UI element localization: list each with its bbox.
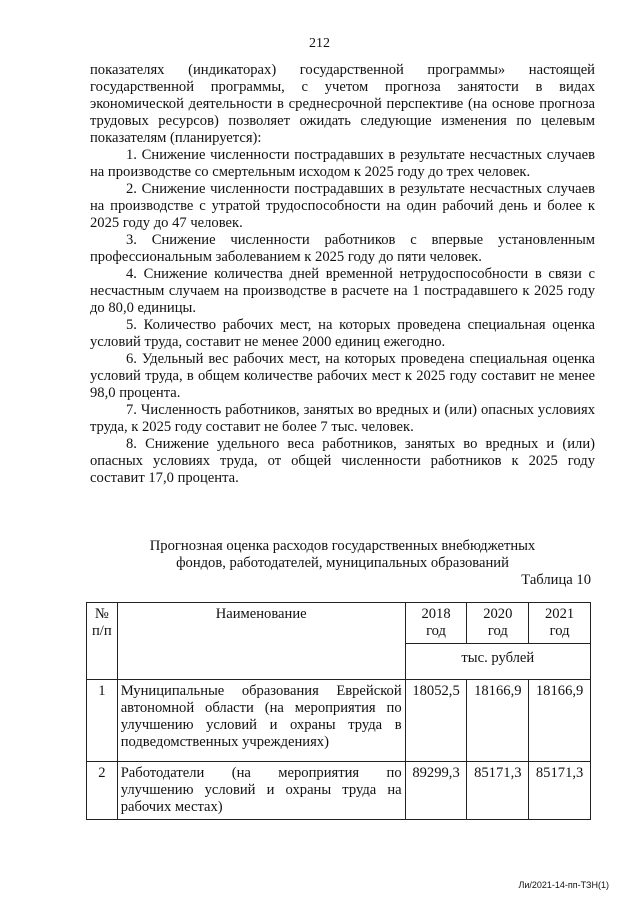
header-year-value: 2021 [545,606,575,622]
list-item: 2. Снижение численности пострадавших в результате несчастных случаев на производстве с утратой трудоспособности на один рабочий день и более к 2025 году до 47 человек. [90,181,595,231]
table-row [87,680,591,762]
row-value-2021: 85171,3 [529,762,591,820]
row-name: Муниципальные образования Еврейской автономной области (на мероприятия по улучшению условий и охраны труда в подведомственных учреждениях) [117,680,405,762]
table-caption [90,538,595,572]
header-year [467,603,529,644]
row-num: 1 [87,680,118,762]
expense-table [86,602,591,820]
list-item: 8. Снижение удельного веса работников, занятых во вредных и (или) опасных условиях труда, от общей численности работников к 2025 году составит 17,0 процента. [90,436,595,486]
list-item: 5. Количество рабочих мест, на которых проведена специальная оценка условий труда, составит не менее 2000 единиц ежегодно. [90,317,595,350]
page-number: 212 [309,36,330,51]
table-row [87,762,591,820]
footer-code: Ли/2021-14-пп-ТЗН(1) [518,880,609,890]
row-name: Работодатели (на мероприятия по улучшению условий и охраны труда на рабочих местах) [117,762,405,820]
table-number: Таблица 10 [521,572,591,588]
list-item: 7. Численность работников, занятых во вредных и (или) опасных условиях труда, к 2025 году составит не более 7 тыс. человек. [90,402,595,435]
row-value-2018: 89299,3 [405,762,467,820]
row-value-2020: 18166,9 [467,680,529,762]
header-year-value: 2018 [421,606,451,622]
header-num: № п/п [87,603,118,680]
header-year-value: 2020 [483,606,513,622]
header-name: Наименование [117,603,405,680]
row-value-2021: 18166,9 [529,680,591,762]
table-caption-line: фондов, работодателей, муниципальных образований [176,555,509,571]
intro-paragraph: показателях (индикаторах) государственной программы» настоящей государственной программы, с учетом прогноза занятости в видах экономической деятельности в среднесрочной перспективе (на основе прогноза трудовых ресурсов) позволяет ожидать следующие изменения по целевым показателям (планируется): [90,62,595,146]
table-caption-line: Прогнозная оценка расходов государственных внебюджетных [149,538,536,554]
row-num: 2 [87,762,118,820]
table-header-row [87,603,591,644]
list-item: 3. Снижение численности работников с впервые установленным профессиональным заболеванием к 2025 году до пяти человек. [90,232,595,265]
row-value-2018: 18052,5 [405,680,467,762]
units-cell: тыс. рублей [405,644,590,680]
document-body [90,62,595,487]
header-year [529,603,591,644]
header-year [405,603,467,644]
list-item: 6. Удельный вес рабочих мест, на которых проведена специальная оценка условий труда, в общем количестве рабочих мест к 2025 году составит не менее 98,0 процента. [90,351,595,401]
row-value-2020: 85171,3 [467,762,529,820]
header-year-unit: год [549,623,570,639]
list-item: 4. Снижение количества дней временной нетрудоспособности в связи с несчастным случаем на производстве в расчете на 1 пострадавшего к 2025 году до 80,0 единицы. [90,266,595,316]
header-year-unit: год [426,623,446,639]
list-item: 1. Снижение численности пострадавших в результате несчастных случаев на производстве со смертельным исходом к 2025 году до трех человек. [90,147,595,180]
header-year-unit: год [487,623,508,639]
